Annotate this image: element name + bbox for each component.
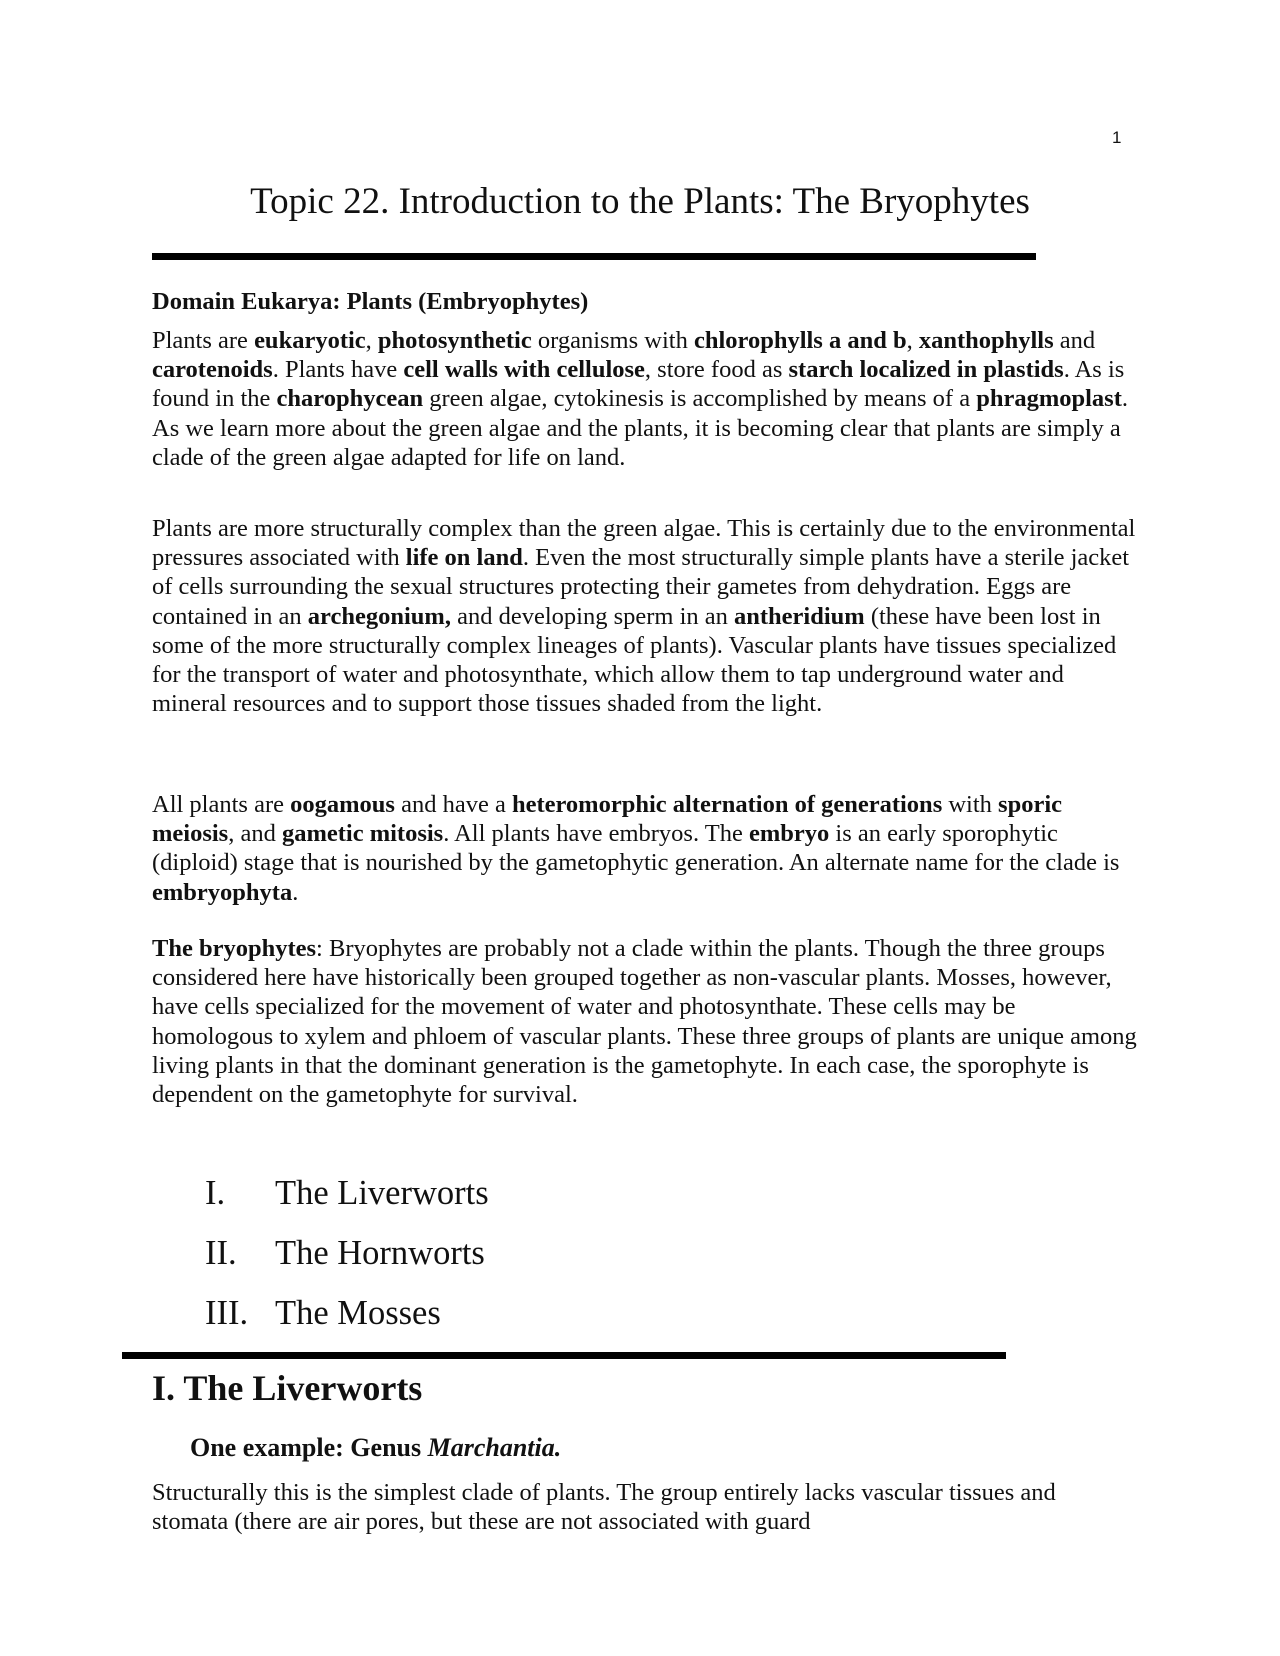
bold-term: chlorophylls a and b — [693, 327, 907, 354]
bold-term: charophycean — [276, 385, 424, 413]
bold-term: embryophyta — [152, 878, 293, 906]
bold-term: gametic mitosis — [281, 820, 444, 848]
paragraph-text — [152, 790, 1137, 907]
text-run: , — [365, 327, 378, 354]
paragraph-text — [152, 514, 1137, 718]
text-run: . All plants have embryos. The — [443, 820, 749, 848]
text-run: and — [1053, 327, 1096, 354]
text-run: is an early sporophytic (diploid) stage that is nourished by the gametophytic generation. An alternate name for the clade is — [152, 820, 1120, 877]
paragraph-bryophytes — [152, 934, 1137, 1109]
bold-term: archegonium, — [307, 602, 451, 630]
text-run: with — [942, 791, 999, 818]
text-run: . — [292, 878, 299, 906]
topic-outline — [205, 1163, 489, 1343]
paragraph-text — [152, 326, 1137, 472]
text-run: . As is found in the — [152, 356, 1125, 413]
paragraph-life-cycle — [152, 790, 1137, 907]
paragraph-liverworts-structure — [152, 1478, 1137, 1536]
paragraph-plants-overview — [152, 326, 1137, 472]
text-run: organisms with — [531, 327, 694, 354]
bold-term: carotenoids — [152, 356, 273, 384]
bold-term: starch localized in plastids — [788, 356, 1064, 384]
text-run: and developing sperm in an — [450, 602, 734, 630]
paragraph-text — [152, 934, 1137, 1109]
text-run: (these have been lost in some of the more structurally complex lineages of plants). Vascular plants have tissues specialized for the transport of water and photosynthate, which allow them to tap underground water and mineral resources and to support those tissues shaded from the light. — [152, 602, 1117, 718]
text-run: All plants are — [152, 791, 291, 818]
outline-label: The Hornworts — [275, 1234, 485, 1272]
outline-number: II. — [205, 1234, 237, 1272]
text-run: green algae, cytokinesis is accomplished by means of a — [423, 385, 977, 413]
bold-term: xanthophylls — [918, 327, 1054, 354]
bold-term: embryo — [748, 820, 830, 848]
outline-item — [205, 1223, 489, 1283]
text-run: and have a — [394, 791, 512, 818]
bold-term: cell walls with cellulose — [403, 356, 645, 384]
text-run: , — [906, 327, 919, 354]
outline-label: The Mosses — [275, 1294, 441, 1332]
text-run: Plants are — [152, 327, 255, 354]
page-title: Topic 22. Introduction to the Plants: The Bryophytes — [250, 181, 1030, 222]
section-label: Domain Eukarya: Plants (Embryophytes) — [152, 288, 589, 315]
section-divider — [122, 1352, 1006, 1359]
outline-number: I. — [205, 1174, 226, 1212]
bold-term: eukaryotic — [254, 327, 366, 354]
bold-term: photosynthetic — [377, 327, 532, 354]
bold-term: antheridium — [734, 602, 865, 630]
page-number: 1 — [1112, 128, 1122, 147]
text-run: , and — [228, 820, 282, 848]
text-run: . Plants have — [272, 356, 404, 384]
text-run: Structurally this is the simplest clade of plants. The group entirely lacks vascular tissues and stomata (there are air pores, but these are not associated with guard — [152, 1479, 1056, 1536]
bold-term: The bryophytes — [152, 935, 317, 962]
bold-term: sporic meiosis — [152, 791, 1063, 848]
bold-term: heteromorphic alternation of generations — [511, 791, 943, 818]
subheading-prefix: One example: Genus — [190, 1433, 428, 1462]
text-run: . Even the most structurally simple plants have a sterile jacket of cells surrounding the sexual structures protecting their gametes from dehydration. Eggs are contained in an — [152, 544, 1130, 630]
bold-term: oogamous — [290, 791, 395, 818]
example-subheading — [190, 1433, 561, 1463]
genus-name: Marchantia. — [427, 1433, 562, 1462]
title-divider — [152, 253, 1036, 260]
text-run: . As we learn more about the green algae and the plants, it is becoming clear that plants are simply a clade of the green algae adapted for life on land. — [152, 385, 1129, 471]
paragraph-text — [152, 1478, 1137, 1536]
outline-label: The Liverworts — [275, 1174, 489, 1212]
paragraph-structural-complexity — [152, 514, 1137, 718]
text-run: Plants are more structurally complex than the green algae. This is certainly due to the environmental pressures associated with — [152, 515, 1136, 572]
outline-item — [205, 1283, 489, 1343]
text-run: : Bryophytes are probably not a clade within the plants. Though the three groups considered here have historically been grouped together as non-vascular plants. Mosses, however, have cells specialized for the movement of water and photosynthate. These cells may be homologous to xylem and phloem of vascular plants. These three groups of plants are unique among living plants in that the dominant generation is the gametophyte. In each case, the sporophyte is dependent on the gametophyte for survival. — [152, 935, 1137, 1109]
bold-term: phragmoplast — [976, 385, 1122, 413]
outline-item — [205, 1163, 489, 1223]
section-heading: I. The Liverworts — [152, 1368, 423, 1408]
bold-term: life on land — [405, 544, 523, 572]
outline-number: III. — [205, 1294, 249, 1332]
text-run: , store food as — [644, 356, 789, 384]
